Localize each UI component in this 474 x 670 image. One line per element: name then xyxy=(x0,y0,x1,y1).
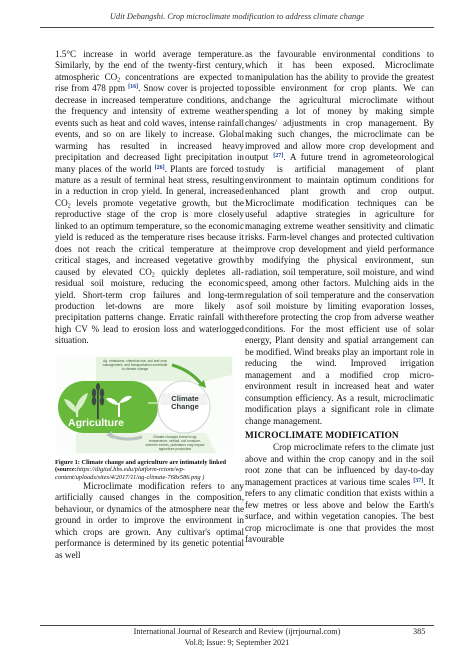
caption-title: Figure 1: Climate change and agriculture are intimately linked xyxy=(55,458,227,466)
subscript: 2 xyxy=(151,272,155,279)
figure-agriculture-climate xyxy=(56,355,234,455)
citation-link[interactable]: [16] xyxy=(128,84,139,91)
footer xyxy=(0,627,474,648)
text-run: 1.5°C increase in world average temperature. Similarly, by the end of the twenty-first century, atmospheric CO xyxy=(55,49,244,82)
right-paragraph-2 xyxy=(245,442,434,545)
figure-top-note: Ag. emissions: chemical use, soil and crop management, and transportation contribute to climate change xyxy=(102,358,168,371)
left-column xyxy=(55,49,244,561)
text-run: . Plants are forced to mature as a result of terminal heat stress, resulting in a reduction in crop yield. In general, increased CO xyxy=(55,163,244,208)
page-number: 385 xyxy=(413,627,426,636)
text-run: . It refers to any climatic condition that exists within a few metres or less above and below the Earth's surface, and within vegetation canopies. The best crop microclimate is one that provides the most favourable xyxy=(245,476,435,545)
footer-rule xyxy=(40,625,434,626)
text-run: levels promote vegetative growth, but the reproductive stage of the crop is more closely linked to an optimum temperature, so the economic yield is reduced as the temperature rises because it does not reach the critical temperature at the critical stages, and increased vegetative growth caused by elevated CO xyxy=(55,197,244,277)
volume-info: Vol.8; Issue: 9; September 2021 xyxy=(184,637,290,647)
figure-bottom-note: Climate changes threat to ag: temperature, rainfall, soil moisture, extreme events, pollinators may impact agriculture production xyxy=(145,434,205,451)
subscript: 2 xyxy=(67,203,71,210)
running-head: Udit Debangshi. Crop microclimate modification to address climate change xyxy=(109,12,365,21)
figure-caption xyxy=(55,459,244,481)
journal-name: International Journal of Research and Review (ijrrjournal.com) xyxy=(133,627,341,636)
citation-link[interactable]: [26] xyxy=(154,164,165,171)
text-run: as the favourable environmental conditions to which it has been exposed. Microclimate manipulation has the ability to provide the greatest possible environment for crop plants. We can change the agricultural microclimate without spending a lot of money by making simple changes/ adjustments in crop management. By making such changes, the microclimate can be improved and allow more crop development and output xyxy=(245,49,434,163)
citation-link[interactable]: [37] xyxy=(413,477,424,484)
climate-change-label: Climate Change xyxy=(171,393,199,412)
text-run: Crop microclimate refers to the climate just above and within the crop canopy and in the soil root zone that can be influenced by day-to-day management practices at various time scales xyxy=(245,442,434,487)
right-column xyxy=(245,49,434,545)
header-rule xyxy=(40,27,434,28)
caption-source-url[interactable]: https://digital.hbs.edu/platform-rctom/wp-content/uploads/sites/4/2017/11/ag-climate-768x586.png ) xyxy=(55,466,205,481)
citation-link[interactable]: [27] xyxy=(273,153,284,160)
agriculture-label: Agriculture xyxy=(68,416,125,429)
section-heading: MICROCLIMATE MODIFICATION xyxy=(245,430,399,441)
caption-source-label: (source: xyxy=(55,466,77,474)
text-run: . A future trend in agrometeorological study is artificial management of plant environment to maintain optimum conditions for enhanced plant growth and crop output. Microclimate modification techniques can be useful adaptive strategies in agriculture for managing extreme weather sensitivity and climatic risks. Farm-level changes and protected cultivation improve crop development and yield performance by modifying the physical environment, sun radiation, soil temperature, soil moisture, and wind speed, among other factors. Mulching aids in the regulation of soil temperature and the conservation of soil moisture by limiting evaporation losses, therefore protecting the crop from adverse weather conditions. For the most efficient use of solar energy, Plant density and spatial arrangement can be modified. Wind breaks play an important role in reducing the wind. Improved irrigation management and a modified crop micro-environment result in increased heat and water consumption efficiency. As a result, microclimatic modification plays a significant role in climate change management. xyxy=(245,152,434,426)
text-run: . Snow cover is projected to decrease in increased temperature conditions, and the frequency and intensity of extreme weather events such as heat and cold waves, intense rainfall events, and so on are likely to increase. Global warming has resulted in increased heavy precipitation and decreased light precipitation in many places of the world xyxy=(55,83,244,174)
subscript: 2 xyxy=(117,77,121,84)
left-paragraph-2: Microclimate modification refers to any artificially caused changes in the composition, behaviour, or dynamics of the atmosphere near the ground in order to improve the environment in which crops are grown. Any cultivar's optimal performance is determined by its genetic potential as well xyxy=(55,481,244,560)
text-run: quickly depletes all-residual soil moisture, reducing the economic yield. Short-term crop failures and long-term production let-downs are more likely as precipitation patterns change. Erratic rainfall with high CV % lead to erosion loss and waterlogged situation. xyxy=(55,266,244,346)
left-paragraph-1 xyxy=(55,49,244,347)
text-run: concentrations are expected to rise from 478 ppm xyxy=(55,71,244,94)
right-paragraph-1 xyxy=(245,49,434,427)
